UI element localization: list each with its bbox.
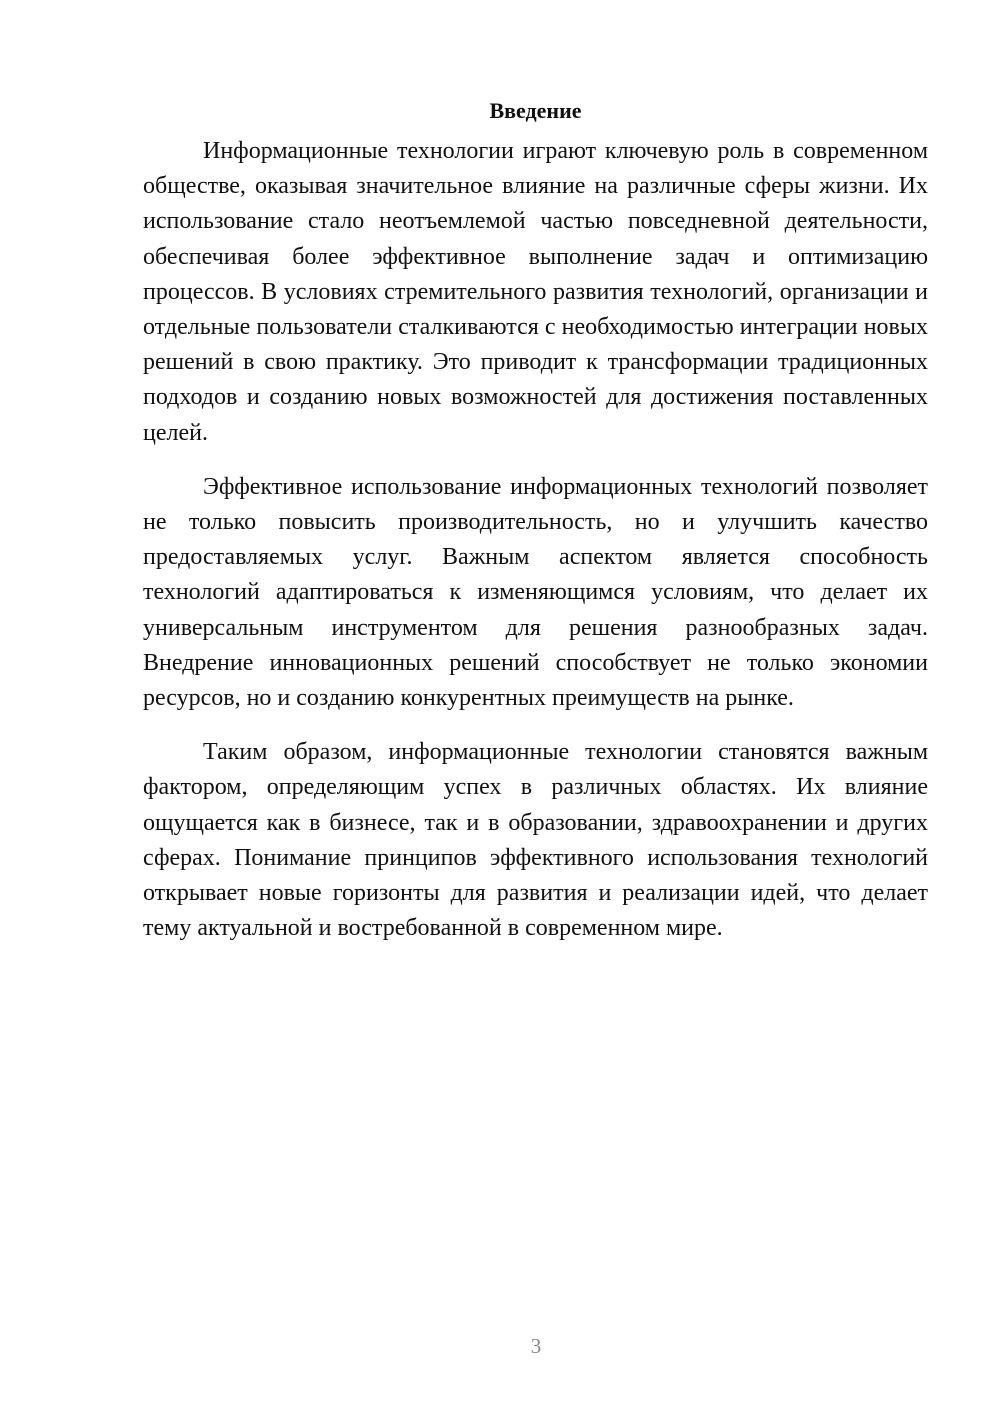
paragraph-1: Информационные технологии играют ключевую роль в современном обществе, оказывая значительное влияние на различные сферы жизни. Их использование стало неотъемлемой частью повседневной деятельности, обеспечивая более эффективное выполнение задач и оптимизацию процессов. В условиях стремительного развития технологий, организации и отдельные пользователи сталкиваются с необходимостью интеграции новых решений в свою практику. Это приводит к трансформации традиционных подходов и созданию новых возможностей для достижения поставленных целей. bbox=[143, 138, 928, 446]
section-heading: Введение bbox=[489, 98, 582, 123]
page-content bbox=[143, 96, 928, 946]
paragraph-3: Таким образом, информационные технологии становятся важным фактором, определяющим успех в различных областях. Их влияние ощущается как в бизнесе, так и в образовании, здравоохранении и других сферах. Понимание принципов эффективного использования технологий открывает новые горизонты для развития и реализации идей, что делает тему актуальной и востребованной в современном мире. bbox=[143, 739, 928, 942]
paragraph-2: Эффективное использование информационных технологий позволяет не только повысить производительность, но и улучшить качество предоставляемых услуг. Важным аспектом является способность технологий адаптироваться к изменяющимся условиям, что делает их универсальным инструментом для решения разнообразных задач. Внедрение инновационных решений способствует не только экономии ресурсов, но и созданию конкурентных преимуществ на рынке. bbox=[143, 473, 928, 712]
page-number: 3 bbox=[530, 1334, 542, 1358]
